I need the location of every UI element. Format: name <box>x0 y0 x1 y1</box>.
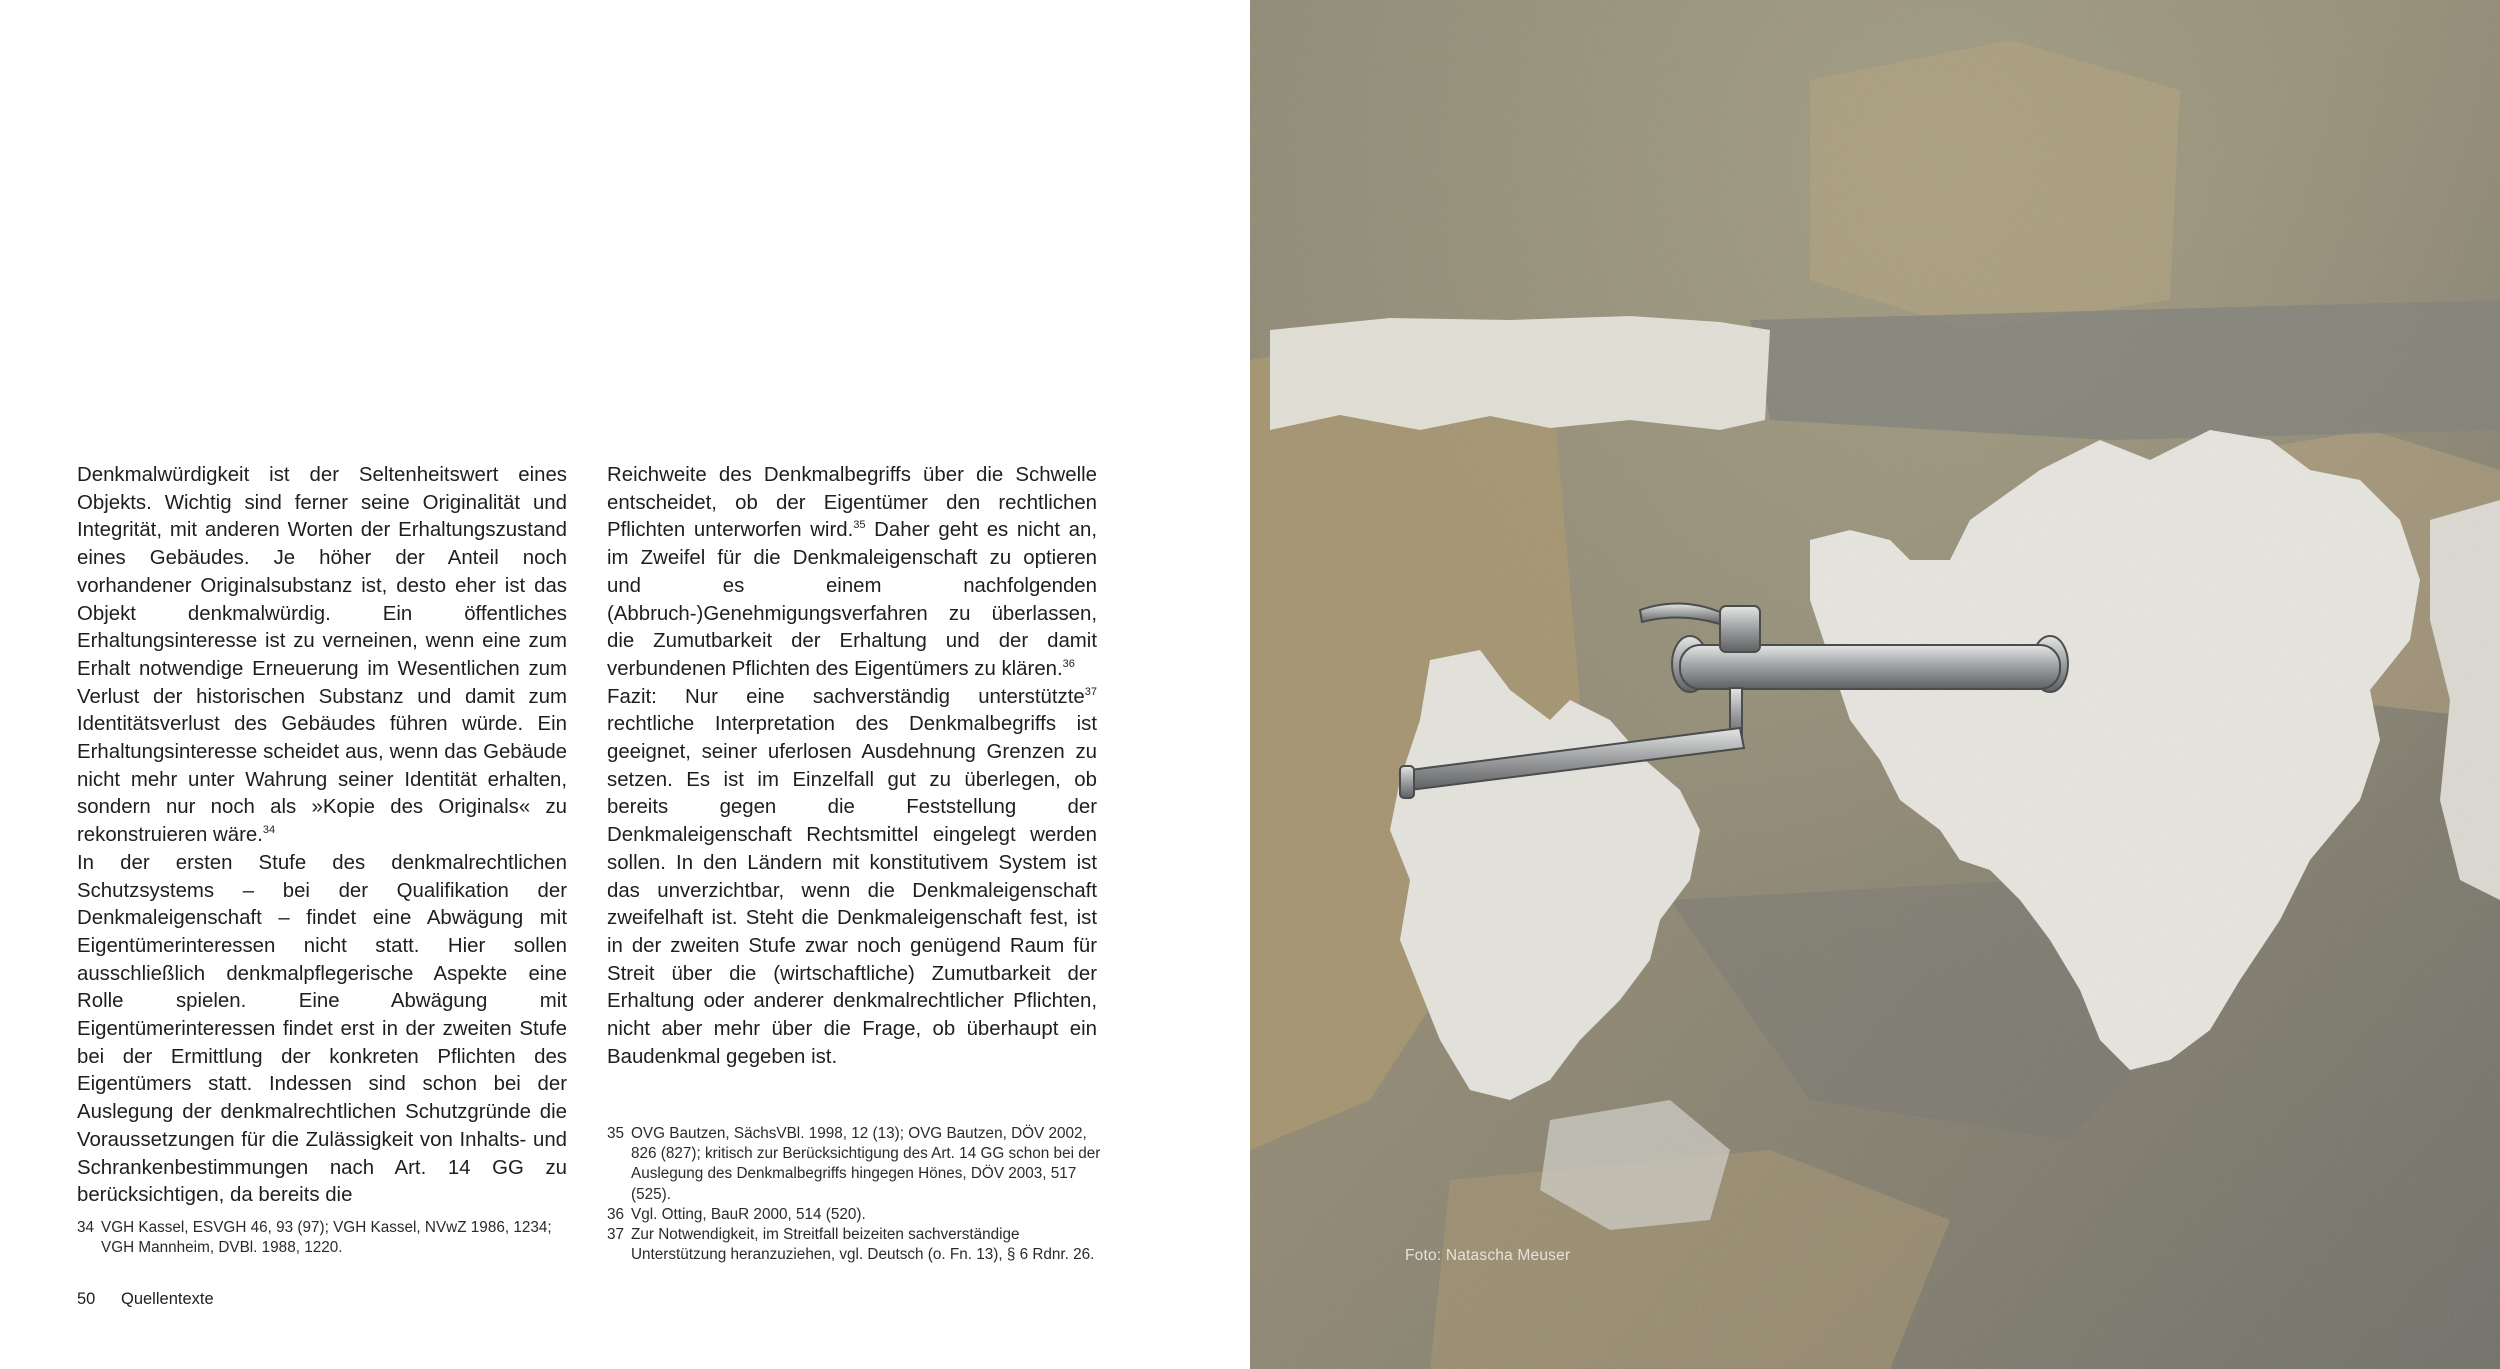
text-column-right <box>607 462 1097 1071</box>
photo-credit: Foto: Natascha Meuser <box>1405 1247 1571 1264</box>
section-title: Quellentexte <box>121 1290 214 1308</box>
footnote <box>77 1218 577 1258</box>
page-number: 50 <box>77 1290 96 1308</box>
paragraph: In der ersten Stufe des denkmalrechtlichen Schutzsystems – bei der Qualifikation der Denkmaleigenschaft – findet eine Abwägung mit Eigentümerinteressen nicht statt. Hier sollen ausschließlich denkmalpflegerische Aspekte eine Rolle spielen. Eine Abwägung mit Eigentümerinteressen findet erst in der zweiten Stufe bei der Ermittlung der konkreten Pflichten des Eigentümers statt. Indessen sind schon bei der Auslegung der denkmalrechtlichen Schutzgründe die Voraussetzungen für die Zulässigkeit von Inhalts- und Schrankenbestimmungen nach Art. 14 GG zu berücksichtigen, da bereits die <box>77 851 567 1207</box>
footnote-number: 36 <box>607 1205 625 1223</box>
footnote-text: OVG Bautzen, SächsVBl. 1998, 12 (13); OVG Bautzen, DÖV 2002, 826 (827); kritisch zur Berücksichtigung des Art. 14 GG schon bei der Auslegung des Denkmalbegriffs hingegen Hönes, DÖV 2003, 517 (525). <box>631 1125 1101 1203</box>
wall-photo <box>1250 0 2500 1369</box>
footnotes-right <box>607 1124 1107 1265</box>
footnote <box>607 1225 1107 1265</box>
text-column-left <box>77 462 567 1210</box>
footnote-text: Zur Notwendigkeit, im Streitfall beizeiten sachverständige Unterstützung heranzuziehen, vgl. Deutsch (o. Fn. 13), § 6 Rdnr. 26. <box>631 1226 1095 1264</box>
footnote-number: 37 <box>607 1226 625 1244</box>
footnote-ref[interactable]: 37 <box>1084 685 1097 698</box>
footnotes-left <box>77 1218 577 1258</box>
paragraph: Reichweite des Denkmalbegriffs über die Schwelle entscheidet, ob der Eigentümer den rechtlichen Pflichten unterworfen wird.$^{35}$ Daher geht es nicht an, im Zweifel für die Denkmaleigenschaft zu optieren und es einem nachfolgenden (Abbruch-)Genehmigungsverfahren zu überlassen, die Zumutbarkeit der Erhaltung und der damit verbundenen Pflichten des Eigentümers zu klären.$^{36}$ <box>607 464 1097 680</box>
footnote-text: Vgl. Otting, BauR 2000, 514 (520). <box>631 1205 866 1223</box>
footnote-ref[interactable]: 34 <box>262 824 276 837</box>
footnote-number: 35 <box>607 1125 625 1142</box>
footnote-ref[interactable]: 36 <box>1062 657 1075 670</box>
folio <box>77 1290 214 1309</box>
footnote <box>607 1124 1107 1205</box>
footnote <box>607 1205 1107 1225</box>
faucet-valve <box>1720 606 1760 652</box>
footnote-text: VGH Kassel, ESVGH 46, 93 (97); VGH Kassel, NVwZ 1986, 1234; VGH Mannheim, DVBl. 1988, 1220. <box>101 1219 552 1257</box>
footnote-ref[interactable]: 35 <box>853 519 866 532</box>
paragraph: Fazit: Nur eine sachverständig unterstützte$^{37}$ rechtliche Interpretation des Denkmalbegriffs ist geeignet, seiner uferlosen Ausdehnung Grenzen zu setzen. Es ist im Einzelfall gut zu überlegen, ob bereits gegen die Feststellung der Denkmaleigenschaft Rechtsmittel eingelegt werden sollen. In den Ländern mit konstitutivem System ist das unverzichtbar, wenn die Denkmaleigenschaft zweifelhaft ist. Steht die Denkmaleigenschaft fest, ist in der zweiten Stufe zwar noch genügend Raum für Streit über die (wirtschaftliche) Zumutbarkeit der Erhaltung oder anderer denkmalrechtlicher Pflichten, nicht aber mehr über die Frage, ob überhaupt ein Baudenkmal gegeben ist. <box>607 685 1097 1068</box>
paragraph: Denkmalwürdigkeit ist der Seltenheitswert eines Objekts. Wichtig sind ferner seine Originalität und Integrität, mit anderen Worten der Erhaltungszustand eines Gebäudes. Je höher der Anteil noch vorhandener Originalsubstanz ist, desto eher ist das Objekt denkmalwürdig. Ein öffentliches Erhaltungsinteresse ist zu verneinen, wenn eine zum Erhalt notwendige Erneuerung im Wesentlichen zum Verlust der historischen Substanz und damit zum Identitätsverlust des Gebäudes führen würde. Ein Erhaltungsinteresse scheidet aus, wenn das Gebäude nicht mehr unter Wahrung seiner Identität erhalten, sondern nur noch als »Kopie des Originals« zu rekonstruieren wäre.$^{34}$ <box>77 464 567 847</box>
footnote-number: 34 <box>77 1219 95 1236</box>
